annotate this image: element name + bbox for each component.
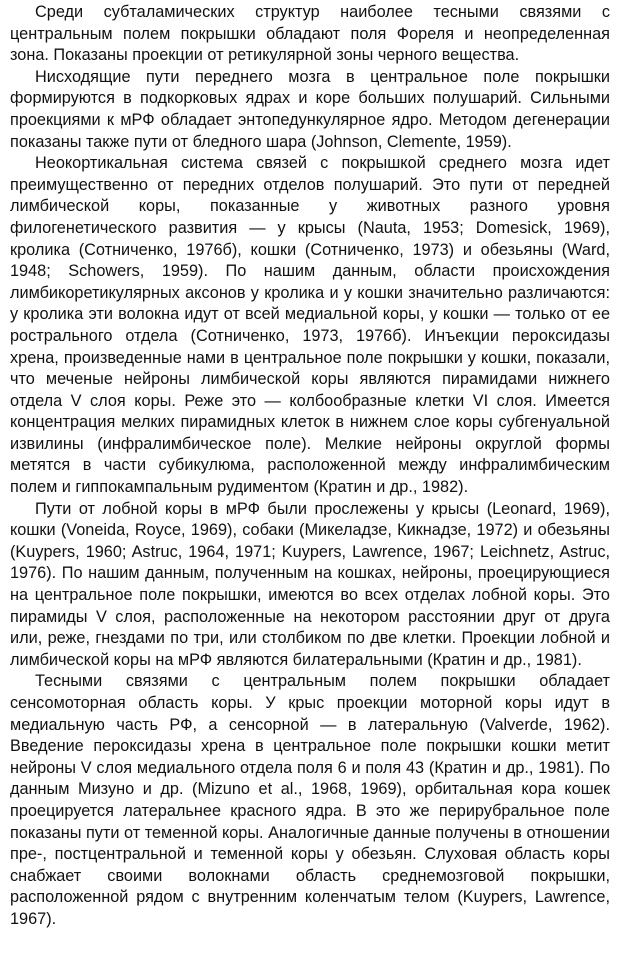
paragraph-frontal-cortex: Пути от лобной коры в мРФ были прослежены у крысы (Leonard, 1969), кошки (Voneida, Royce, 1969), собаки (Микеладзе, Кикнадзе, 1972) и обезьяны (Kuypers, 1960; Astruc, 1964, 1971; Kuypers, Lawrence, 1967; Leichnetz, Astruc, 1976). По нашим данным, полученным на кошках, нейроны, проецирующиеся на центральное поле покрышки, имеются во всех отделах лобной коры. Это пирамиды V слоя, расположенные на некотором расстоянии друг от друга или, реже, гнездами по три, или столбиком по две клетки. Проекции лобной и лимбической коры на мРФ являются билатеральными (Кратин и др., 1981). — [10, 499, 610, 669]
paragraph-neocortical-system: Неокортикальная система связей с покрышкой среднего мозга идет преимущественно от передних отделов полушарий. Это пути от передней лимбической коры, показанные у животных разного уровня филогенетического развития — у крысы (Nauta, 1953; Domesick, 1969), кролика (Сотниченко, 1976б), кошки (Сотниченко, 1973) и обезьяны (Ward, 1948; Schowers, 1959). По нашим данным, области происхождения лимбикоретикулярных аксонов у кролика и у кошки значительно различаются: у кролика эти волокна идут от всей медиальной коры, у кошки — только от ее рострального отдела (Сотниченко, 1973, 1976б). Инъекции пероксидазы хрена, произведенные нами в центральное поле покрышки у кошки, показали, что меченые нейроны лимбической коры являются пирамидами нижнего отдела V слоя коры. Реже это — колбообразные клетки VI слоя. Имеется концентрация мелких пирамидных клеток в нижнем слое коры субгенуальной извилины (инфралимбическое поле). Мелкие нейроны округлой формы метятся в части субикулюма, расположенной между инфралимбическим полем и гиппокампальным рудиментом (Кратин и др., 1982). — [10, 154, 610, 497]
paragraph-descending-pathways: Нисходящие пути переднего мозга в центральное поле покрышки формируются в подкорковых ядрах и коре больших полушарий. Сильными проекциями к мРФ обладает энтопедункулярное ядро. Методом дегенерации показаны также пути от бледного шара (Johnson, Clemente, 1959). — [10, 67, 610, 151]
paragraph-sensorimotor-cortex: Тесными связями с центральным полем покрышки обладает сенсомоторная область коры. У крыс проекции моторной коры идут в медиальную часть РФ, а сенсорной — в латеральную (Valverde, 1962). Введение пероксидазы хрена в центральное поле покрышки кошки метит нейроны V слоя медиального отдела поля 6 и поля 43 (Кратин и др., 1981). По данным Мизуно и др. (Mizuno et al., 1968, 1969), орбитальная кора кошек проецируется латеральнее красного ядра. В это же перирубральное поле показаны пути от теменной коры. Аналогичные данные получены в отношении пре-, постцентральной и теменной коры у обезьян. Слуховая область коры снабжает своими волокнами область среднемозговой покрышки, расположенной рядом с внутренним коленчатым телом (Kuypers, Lawrence, 1967). — [10, 672, 610, 928]
paragraph-subthalamic: Среди субталамических структур наиболее тесными связями с центральным полем покрышки обладают поля Фореля и неопределенная зона. Показаны проекции от ретикулярной зоны черного вещества. — [10, 3, 610, 65]
